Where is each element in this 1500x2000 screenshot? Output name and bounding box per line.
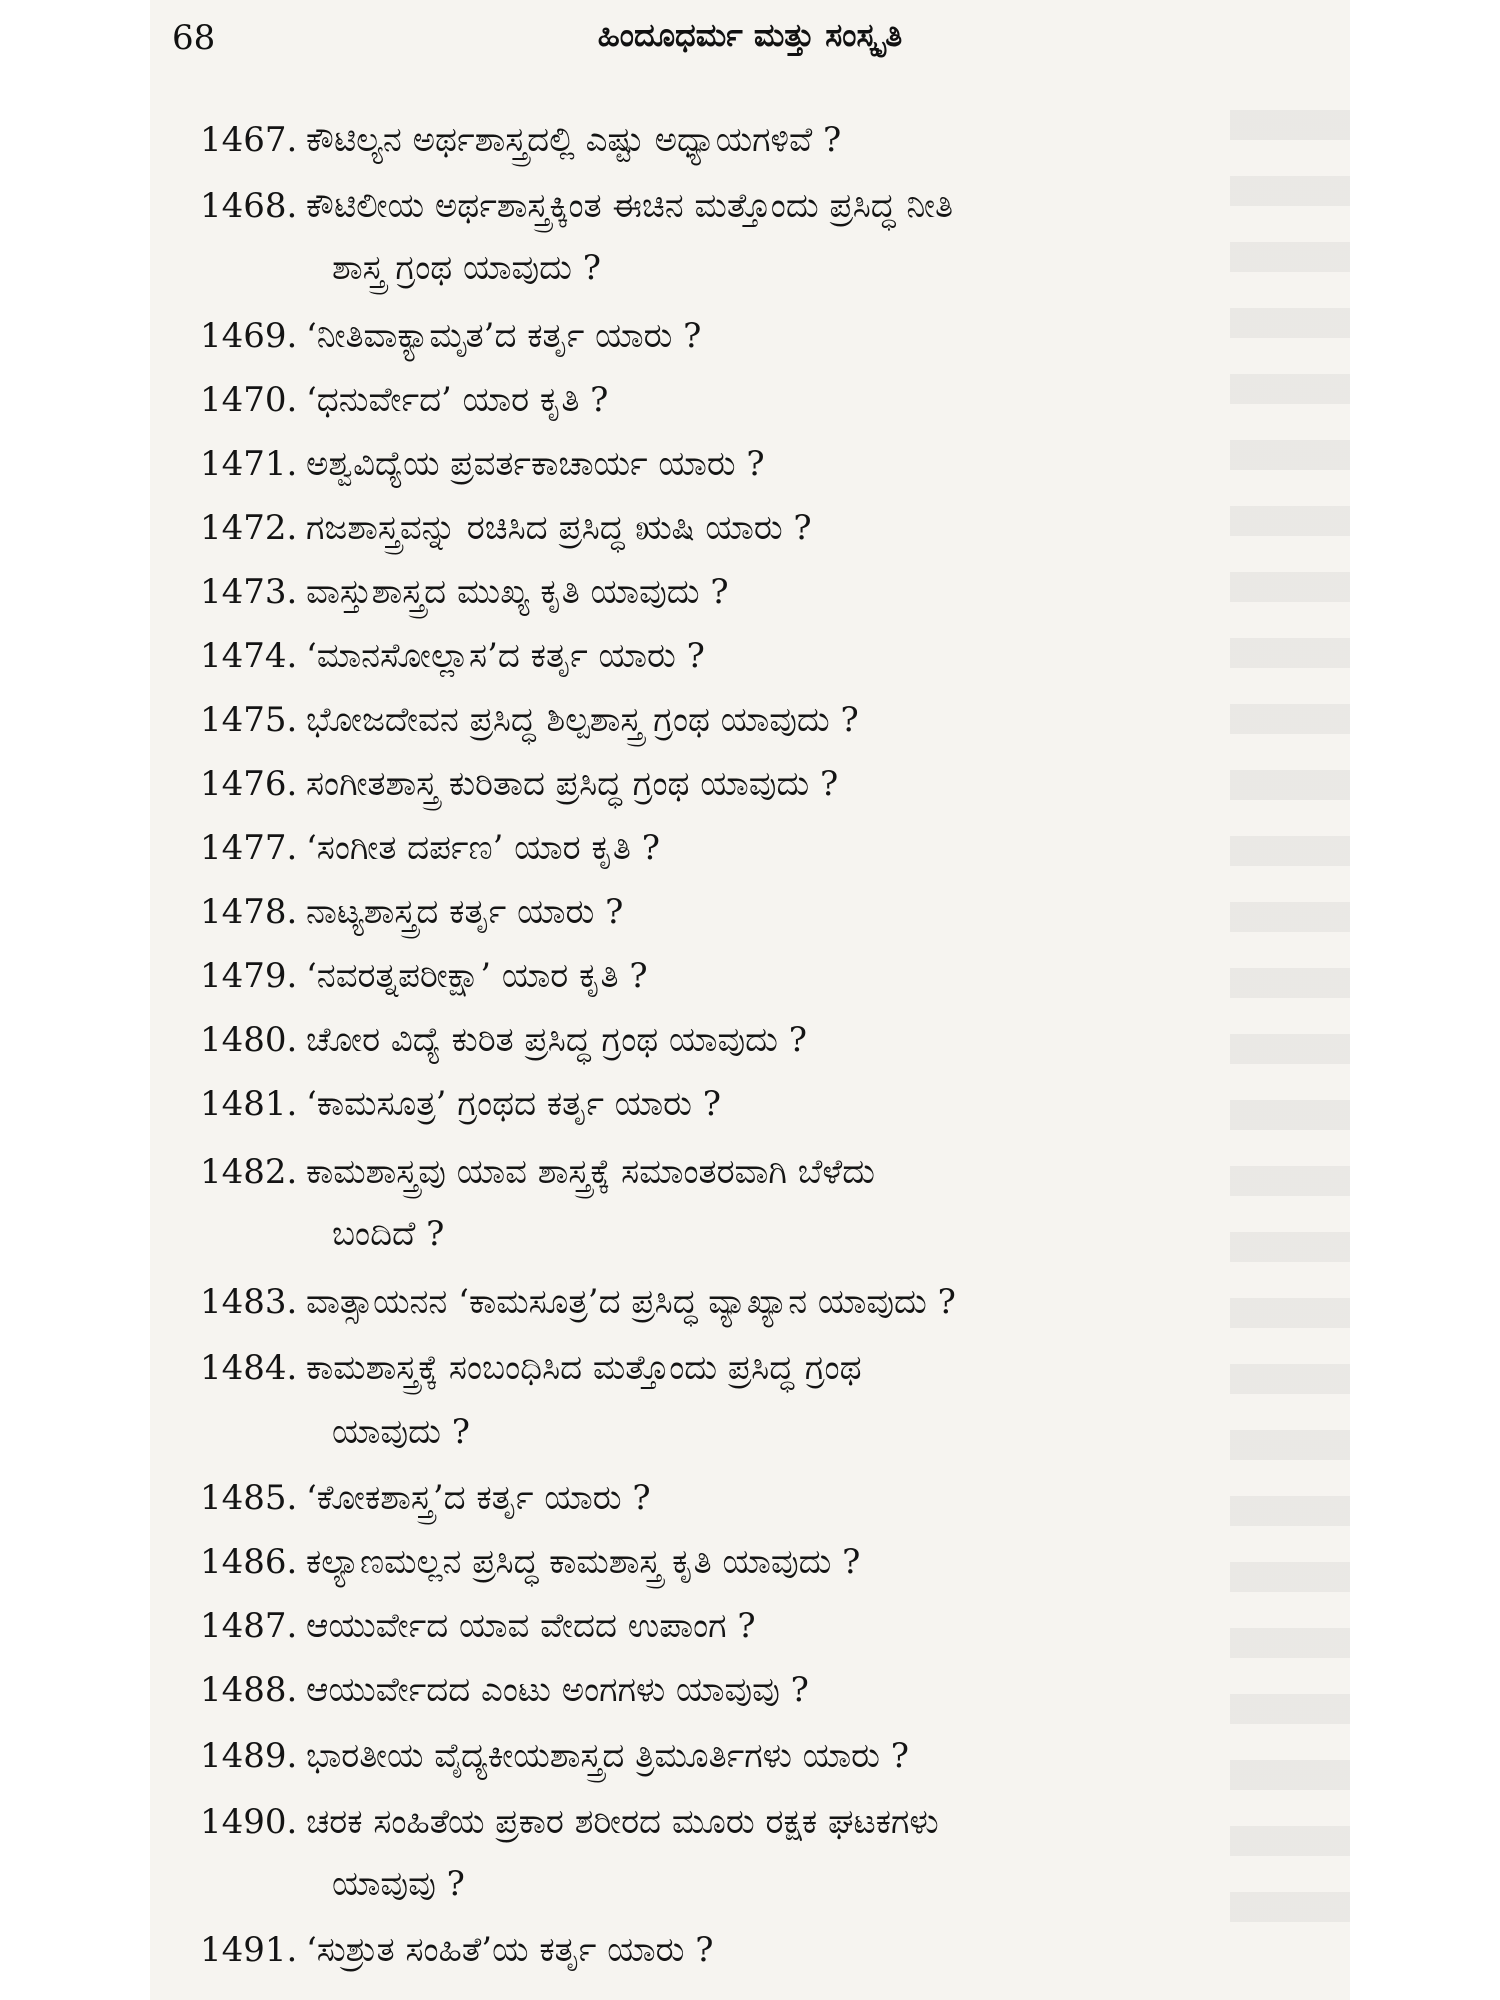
question-text: ಆಯುರ್ವೇದದ ಎಂಟು ಅಂಗಗಳು ಯಾವುವು ? — [306, 1670, 809, 1710]
question-text: ಚೋರ ವಿದ್ಯೆ ಕುರಿತ ಪ್ರಸಿದ್ಧ ಗ್ರಂಥ ಯಾವುದು ? — [306, 1020, 807, 1060]
question-number: 1472. — [200, 508, 298, 548]
question-item — [200, 1734, 909, 1778]
question-text: ಕೌಟಿಲೀಯ ಅರ್ಥಶಾಸ್ತ್ರಕ್ಕಿಂತ ಈಚಿನ ಮತ್ತೊಂದು ಪ್ರಸಿದ್ಧ ನೀತಿ — [306, 186, 954, 226]
question-number: 1480. — [200, 1020, 298, 1060]
question-item — [200, 1018, 807, 1062]
question-text: ಭೋಜದೇವನ ಪ್ರಸಿದ್ಧ ಶಿಲ್ಪಶಾಸ್ತ್ರ ಗ್ರಂಥ ಯಾವುದು ? — [306, 700, 859, 740]
question-text: ಅಶ್ವವಿದ್ಯೆಯ ಪ್ರವರ್ತಕಾಚಾರ್ಯ ಯಾರು ? — [306, 444, 765, 484]
question-number: 1484. — [200, 1348, 298, 1388]
question-number: 1470. — [200, 380, 298, 420]
question-number: 1477. — [200, 828, 298, 868]
question-item — [200, 506, 812, 550]
question-text: ವಾತ್ಸಾಯನನ ‘ಕಾಮಸೂತ್ರ’ದ ಪ್ರಸಿದ್ಧ ವ್ಯಾಖ್ಯಾನ ಯಾವುದು ? — [306, 1282, 956, 1322]
page-number: 68 — [172, 18, 216, 58]
question-item — [200, 378, 608, 422]
question-item — [200, 570, 729, 614]
question-number: 1474. — [200, 636, 298, 676]
question-text-continuation: ಶಾಸ್ತ್ರ ಗ್ರಂಥ ಯಾವುದು ? — [332, 248, 601, 288]
question-number: 1490. — [200, 1802, 298, 1842]
question-item — [200, 1604, 756, 1648]
question-text: ಕಾಮಶಾಸ್ತ್ರವು ಯಾವ ಶಾಸ್ತ್ರಕ್ಕೆ ಸಮಾಂತರವಾಗಿ ಬೆಳೆದು — [306, 1152, 875, 1192]
question-number: 1467. — [200, 120, 298, 160]
question-text: ಸಂಗೀತಶಾಸ್ತ್ರ ಕುರಿತಾದ ಪ್ರಸಿದ್ಧ ಗ್ರಂಥ ಯಾವುದು ? — [306, 764, 839, 804]
question-text: ಕೌಟಿಲ್ಯನ ಅರ್ಥಶಾಸ್ತ್ರದಲ್ಲಿ ಎಷ್ಟು ಅಧ್ಯಾಯಗಳಿವೆ ? — [306, 120, 842, 160]
question-number: 1475. — [200, 700, 298, 740]
question-item — [200, 1082, 721, 1126]
question-number: 1489. — [200, 1736, 298, 1776]
question-text: ಕಲ್ಯಾಣಮಲ್ಲನ ಪ್ರಸಿದ್ಧ ಕಾಮಶಾಸ್ತ್ರ ಕೃತಿ ಯಾವುದು ? — [306, 1542, 861, 1582]
question-item — [200, 1540, 860, 1584]
question-item — [200, 442, 765, 486]
question-text: ಗಜಶಾಸ್ತ್ರವನ್ನು ರಚಿಸಿದ ಪ್ರಸಿದ್ಧ ಋಷಿ ಯಾರು ? — [306, 508, 812, 548]
question-text: ನಾಟ್ಯಶಾಸ್ತ್ರದ ಕರ್ತೃ ಯಾರು ? — [306, 892, 624, 932]
question-text: ‘ಧನುರ್ವೇದ’ ಯಾರ ಕೃತಿ ? — [306, 380, 609, 420]
question-item — [200, 954, 648, 998]
question-item — [200, 1800, 939, 1844]
question-number: 1478. — [200, 892, 298, 932]
question-number: 1469. — [200, 316, 298, 356]
question-number: 1468. — [200, 186, 298, 226]
question-number: 1487. — [200, 1606, 298, 1646]
question-text: ಭಾರತೀಯ ವೈದ್ಯಕೀಯಶಾಸ್ತ್ರದ ತ್ರಿಮೂರ್ತಿಗಳು ಯಾರು ? — [306, 1736, 909, 1776]
page-title: ಹಿಂದೂಧರ್ಮ ಮತ್ತು ಸಂಸ್ಕೃತಿ — [597, 16, 903, 54]
bleed-through-shadow — [1230, 110, 1350, 1940]
question-number: 1485. — [200, 1478, 298, 1518]
question-text: ‘ಮಾನಸೋಲ್ಲಾಸ’ದ ಕರ್ತೃ ಯಾರು ? — [306, 636, 705, 676]
question-item — [200, 890, 623, 934]
question-item — [200, 118, 841, 162]
question-text: ವಾಸ್ತುಶಾಸ್ತ್ರದ ಮುಖ್ಯ ಕೃತಿ ಯಾವುದು ? — [306, 572, 729, 612]
question-text: ‘ನೀತಿವಾಕ್ಯಾಮೃತ’ದ ಕರ್ತೃ ಯಾರು ? — [306, 316, 702, 356]
question-item — [200, 1928, 713, 1972]
question-text: ‘ಸಂಗೀತ ದರ್ಪಣ’ ಯಾರ ಕೃತಿ ? — [306, 828, 660, 868]
question-item — [200, 184, 953, 228]
question-number: 1476. — [200, 764, 298, 804]
question-text: ಆಯುರ್ವೇದ ಯಾವ ವೇದದ ಉಪಾಂಗ ? — [306, 1606, 756, 1646]
question-item — [200, 826, 660, 870]
question-text: ‘ಸುಶ್ರುತ ಸಂಹಿತೆ’ಯ ಕರ್ತೃ ಯಾರು ? — [306, 1930, 714, 1970]
question-text-continuation: ಯಾವುದು ? — [332, 1412, 470, 1452]
question-number: 1471. — [200, 444, 298, 484]
question-item — [200, 762, 838, 806]
question-item — [200, 1668, 809, 1712]
question-item — [200, 1150, 875, 1194]
question-item — [200, 314, 701, 358]
question-text: ಕಾಮಶಾಸ್ತ್ರಕ್ಕೆ ಸಂಬಂಧಿಸಿದ ಮತ್ತೊಂದು ಪ್ರಸಿದ್ಧ ಗ್ರಂಥ — [306, 1348, 862, 1388]
question-text: ‘ಕಾಮಸೂತ್ರ’ ಗ್ರಂಥದ ಕರ್ತೃ ಯಾರು ? — [306, 1084, 722, 1124]
question-text-continuation: ಯಾವುವು ? — [332, 1864, 465, 1904]
question-number: 1486. — [200, 1542, 298, 1582]
question-text: ಚರಕ ಸಂಹಿತೆಯ ಪ್ರಕಾರ ಶರೀರದ ಮೂರು ರಕ್ಷಕ ಘಟಕಗಳು — [306, 1802, 939, 1842]
question-item — [200, 698, 859, 742]
question-number: 1473. — [200, 572, 298, 612]
question-text: ‘ನವರತ್ನಪರೀಕ್ಷಾ’ ಯಾರ ಕೃತಿ ? — [306, 956, 648, 996]
question-number: 1483. — [200, 1282, 298, 1322]
question-item — [200, 1476, 651, 1520]
question-number: 1482. — [200, 1152, 298, 1192]
question-item — [200, 1346, 862, 1390]
question-number: 1479. — [200, 956, 298, 996]
question-number: 1481. — [200, 1084, 298, 1124]
question-number: 1488. — [200, 1670, 298, 1710]
question-item — [200, 1280, 956, 1324]
question-text: ‘ಕೋಕಶಾಸ್ತ್ರ’ದ ಕರ್ತೃ ಯಾರು ? — [306, 1478, 651, 1518]
question-item — [200, 634, 705, 678]
question-number: 1491. — [200, 1930, 298, 1970]
question-text-continuation: ಬಂದಿದೆ ? — [332, 1214, 445, 1254]
